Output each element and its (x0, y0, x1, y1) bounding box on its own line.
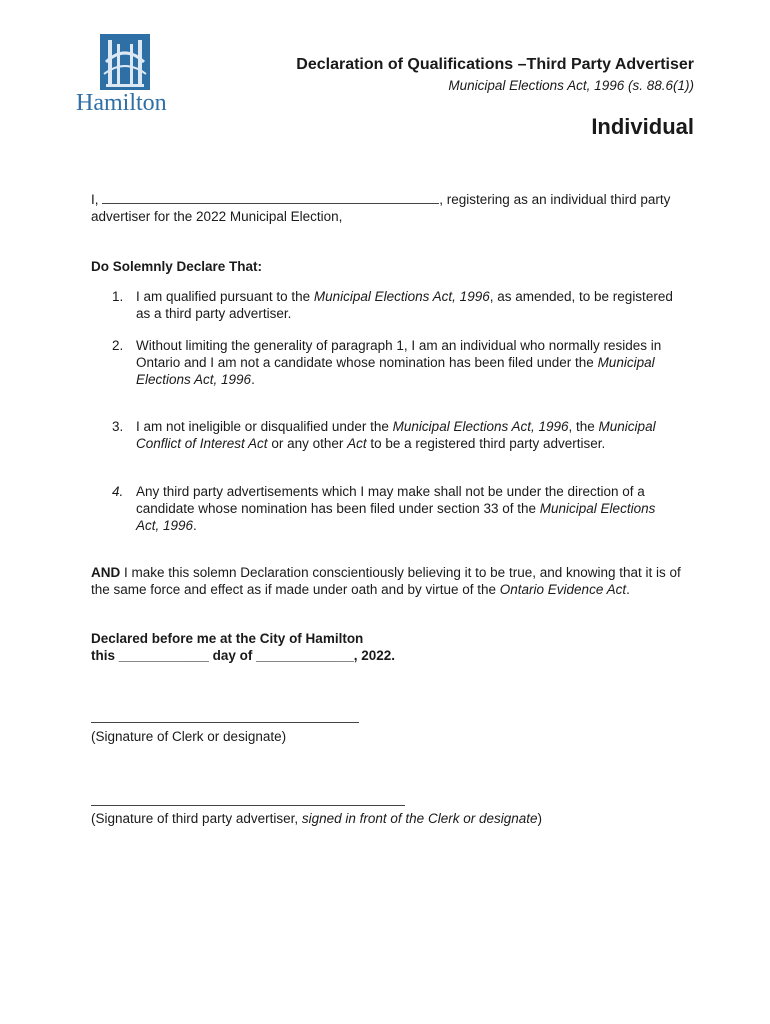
item-text (136, 288, 674, 322)
item-text-italic: Act (347, 436, 367, 451)
logo-wordmark: Hamilton (76, 90, 167, 116)
intro-line-2: advertiser for the 2022 Municipal Election, (91, 209, 343, 224)
form-title: Declaration of Qualifications –Third Party Advertiser (296, 56, 694, 73)
item-text-part: or any other (267, 436, 348, 451)
declaration-item-1 (112, 288, 674, 322)
advertiser-signature-label (91, 810, 691, 827)
hamilton-logo (72, 34, 178, 124)
item-text-part: , the (568, 419, 599, 434)
signature-line (91, 805, 405, 806)
signature-label-part: ) (537, 811, 542, 826)
name-blank-field[interactable] (102, 192, 439, 204)
intro-prefix: I, (91, 192, 99, 207)
advertiser-signature-line[interactable] (91, 805, 405, 806)
item-text-italic: Municipal Elections Act, 1996 (392, 419, 569, 434)
declaration-item-3 (112, 418, 674, 452)
item-text (136, 418, 674, 452)
item-text (136, 337, 674, 388)
item-number: 4. (112, 484, 124, 499)
item-text-part: . (193, 518, 197, 533)
item-number: 2. (112, 338, 124, 353)
item-text-part: , as amended, to be registered as a third party advertiser. (136, 289, 673, 321)
intro-suffix: , registering as an individual third party (439, 192, 671, 207)
and-lead: AND (91, 565, 121, 580)
item-text (136, 483, 674, 534)
item-text-part: Any third party advertisements which I may make shall not be under the direction of a candidate whose nomination has been filed under section 33 of the (136, 484, 645, 516)
declared-date-line[interactable]: this ____________ day of _____________, 2022. (91, 648, 395, 663)
and-text: I make this solemn Declaration conscientiously believing it to be true, and knowing that it is of the same force and effect as if made under oath and by virtue of the (91, 565, 681, 597)
item-number: 1. (112, 289, 124, 304)
intro-paragraph (91, 191, 691, 225)
declaration-item-4 (112, 483, 674, 534)
signature-label-part: (Signature of third party advertiser, (91, 811, 302, 826)
item-text-part: to be a registered third party advertiser. (366, 436, 606, 451)
form-heading: Individual (591, 114, 694, 139)
clerk-signature-label: (Signature of Clerk or designate) (91, 729, 287, 744)
evidence-act: Ontario Evidence Act (499, 582, 627, 597)
declaration-item-2 (112, 337, 674, 388)
item-text-italic: Municipal Elections Act, 1996 (136, 501, 656, 533)
item-text-part: I am qualified pursuant to the (136, 289, 314, 304)
signature-line (91, 722, 359, 723)
item-text-italic: Municipal Elections Act, 1996 (313, 289, 490, 304)
declare-heading: Do Solemnly Declare That: (91, 259, 263, 274)
form-subtitle: Municipal Elections Act, 1996 (s. 88.6(1)) (448, 78, 694, 93)
declared-before-line: Declared before me at the City of Hamilton (91, 631, 364, 646)
solemn-declaration-paragraph (91, 564, 687, 598)
item-text-italic: Municipal Elections Act, 1996 (136, 355, 655, 387)
and-end: . (626, 582, 630, 597)
clerk-signature-line[interactable] (91, 722, 359, 723)
item-text-part: I am not ineligible or disqualified under the (136, 419, 393, 434)
item-number: 3. (112, 419, 124, 434)
item-text-part: Without limiting the generality of paragraph 1, I am an individual who normally resides in Ontario and I am not a candidate whose nomination has been filed under the (136, 338, 662, 370)
item-text-italic: Municipal Conflict of Interest Act (136, 419, 656, 451)
item-text-part: . (251, 372, 255, 387)
hamilton-logo-icon (100, 34, 182, 92)
signature-label-italic: signed in front of the Clerk or designate (301, 811, 538, 826)
